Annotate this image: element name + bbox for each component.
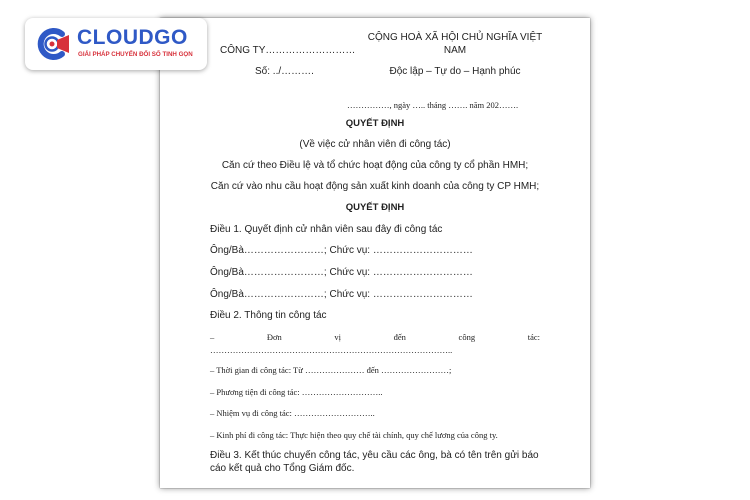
article-1: Điều 1. Quyết định cử nhân viên sau đây đi công tác [210,224,443,235]
decision-title: QUYẾT ĐỊNH [345,118,405,129]
person-line-2: Ông/Bà……………………; Chức vụ: ………………………… [210,267,473,278]
unit-dots: ………………………………………………………………………….. [210,345,453,355]
nation-line-1: CỘNG HOÀ XÃ HỘI CHỦ NGHĨA VIỆT [367,32,543,43]
unit-line [210,331,540,343]
unit-word: đến [393,332,406,342]
basis-1: Căn cứ theo Điều lệ và tổ chức hoạt động của công ty cổ phần HMH; [221,160,529,171]
date-line: ……………, ngày ….. tháng ……. năm 202……. [347,100,519,110]
document-number: Số: ../………. [255,66,314,77]
unit-word: vị [334,332,342,342]
transport-line: – Phương tiện đi công tác: ……………………….. [210,387,383,397]
logo-subtitle: GIẢI PHÁP CHUYỂN ĐỔI SỐ TINH GỌN [78,51,193,58]
decision-title-2: QUYẾT ĐỊNH [345,202,405,213]
cost-line: – Kinh phí đi công tác: Thực hiện theo quy chế tài chính, quy chế lương của công ty. [210,430,498,440]
motto: Độc lập – Tự do – Hạnh phúc [389,66,521,77]
article-3-line-2: cáo kết quả cho Tổng Giám đốc. [210,463,355,474]
unit-word: tác: [527,332,540,342]
article-2: Điều 2. Thông tin công tác [210,310,327,321]
basis-2: Căn cứ vào nhu cầu hoạt động sản xuất kinh doanh của công ty CP HMH; [210,181,540,192]
document-page [160,18,590,488]
person-line-1: Ông/Bà……………………; Chức vụ: ………………………… [210,245,473,256]
unit-word: Đơn [266,332,282,342]
article-3-line-1: Điều 3. Kết thúc chuyến công tác, yêu cầu các ông, bà có tên trên gửi báo [210,450,539,461]
logo-title: CLOUDGO [77,26,188,49]
nation-line-2: NAM [443,45,467,56]
time-line: – Thời gian đi công tác: Từ ………………… đến ……………………; [210,365,452,375]
cloudgo-logo-icon [33,25,73,63]
task-line: – Nhiệm vụ đi công tác: ……………………….. [210,408,375,418]
unit-word: công [458,332,476,342]
company-line: CÔNG TY……………………… [220,45,356,56]
unit-word: – [210,332,215,342]
person-line-3: Ông/Bà……………………; Chức vụ: ………………………… [210,289,473,300]
cloudgo-logo [25,18,207,70]
decision-subject: (Về việc cử nhân viên đi công tác) [299,139,451,150]
